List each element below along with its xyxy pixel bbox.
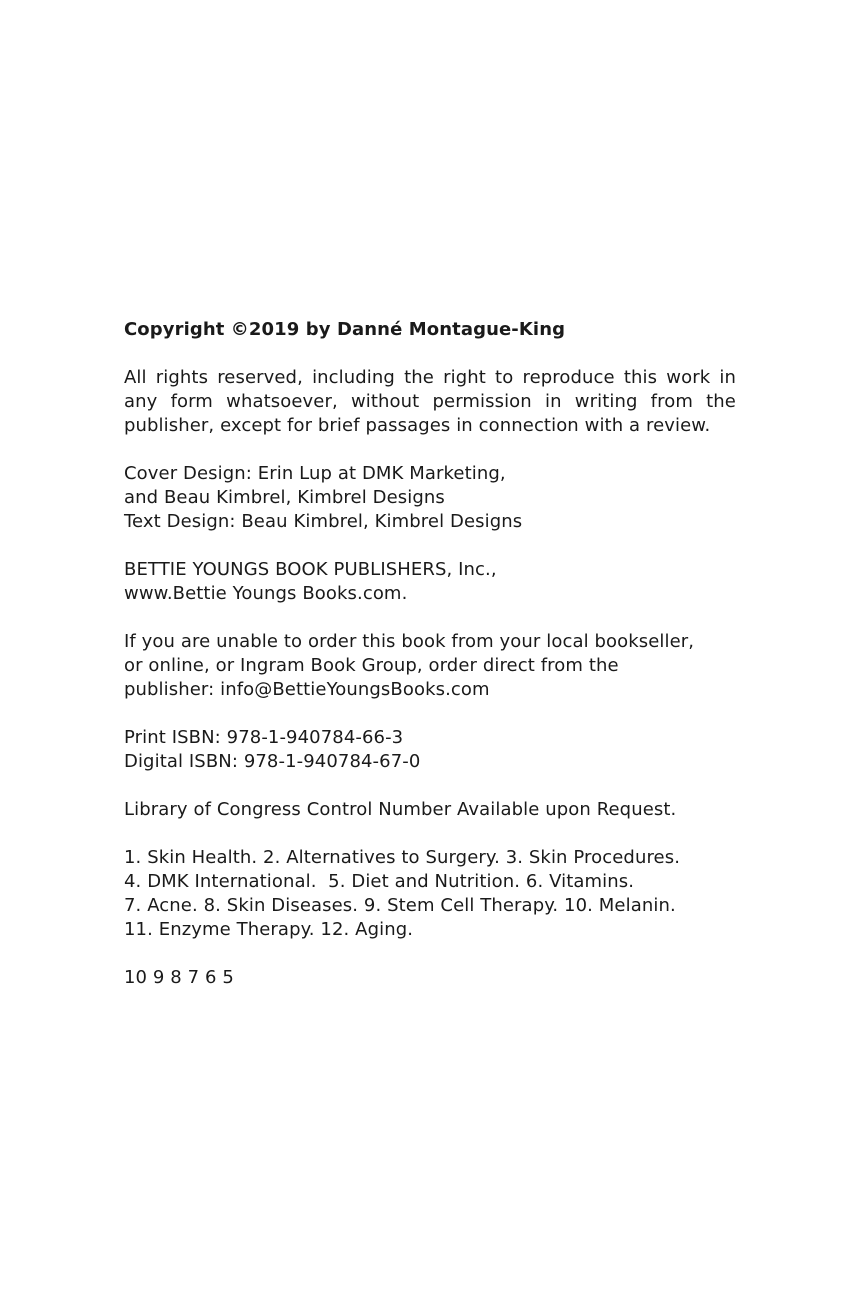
rights-paragraph: All rights reserved, including the right to reproduce this work in any form whatsoever, without permission in writing from the publisher, except for brief passages in connection with a review. [124,367,736,436]
publisher-info [124,558,736,606]
publisher-name: BETTIE YOUNGS BOOK PUBLISHERS, Inc., [124,559,497,580]
design-credit-line: Cover Design: Erin Lup at DMK Marketing, [124,463,506,484]
isbn-info [124,726,736,774]
design-credits [124,462,736,534]
subject-line: 7. Acne. 8. Skin Diseases. 9. Stem Cell Therapy. 10. Melanin. [124,895,676,916]
design-credit-line: and Beau Kimbrel, Kimbrel Designs [124,487,445,508]
printing-line [124,966,736,990]
copyright-line: Copyright ©2019 by Danné Montague-King [124,319,566,340]
ordering-info [124,630,736,702]
digital-isbn: Digital ISBN: 978-1-940784-67-0 [124,751,421,772]
publisher-website: www.Bettie Youngs Books.com. [124,583,408,604]
ordering-line: If you are unable to order this book from your local bookseller, [124,631,695,652]
subject-line: 4. DMK International. 5. Diet and Nutrition. 6. Vitamins. [124,871,635,892]
copyright-page [124,318,736,990]
design-credit-line: Text Design: Beau Kimbrel, Kimbrel Designs [124,511,523,532]
library-of-congress [124,798,736,822]
subject-list [124,846,736,942]
ordering-line: publisher: info@BettieYoungsBooks.com [124,679,490,700]
library-line: Library of Congress Control Number Available upon Request. [124,799,677,820]
print-isbn: Print ISBN: 978-1-940784-66-3 [124,727,404,748]
ordering-line: or online, or Ingram Book Group, order direct from the [124,655,619,676]
subject-line: 11. Enzyme Therapy. 12. Aging. [124,919,414,940]
printing-numbers: 10 9 8 7 6 5 [124,967,234,988]
subject-line: 1. Skin Health. 2. Alternatives to Surgery. 3. Skin Procedures. [124,847,681,868]
